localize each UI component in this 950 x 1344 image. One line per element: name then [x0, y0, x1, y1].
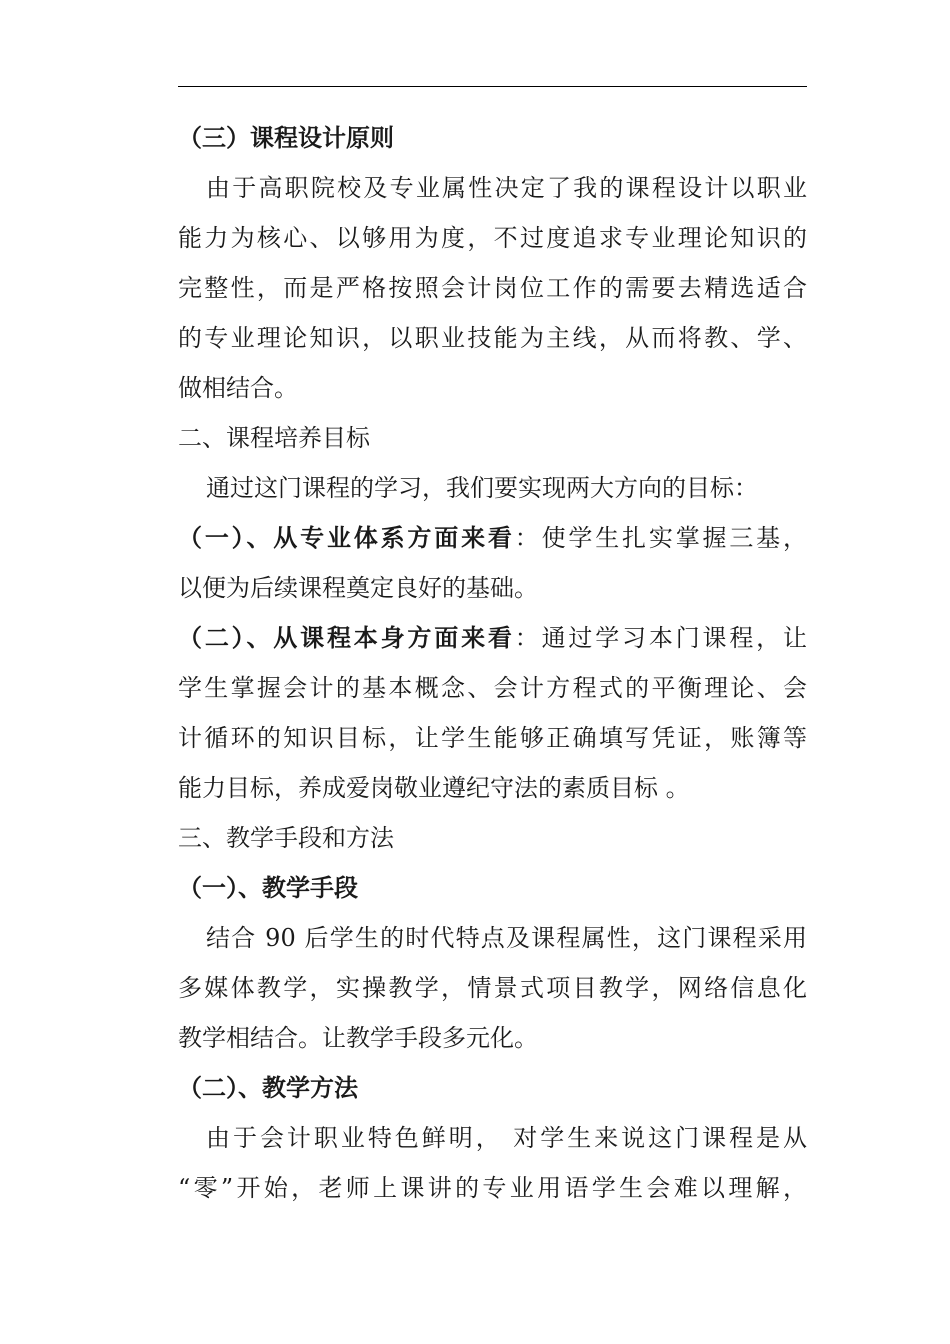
paragraph-teaching-method	[178, 1113, 807, 1213]
subheading-teaching-method: （二）、教学方法	[178, 1073, 358, 1102]
paragraph-line: 多媒体教学，实操教学，情景式项目教学，网络信息化	[178, 974, 807, 1002]
paragraph-course-design	[178, 163, 807, 413]
paragraph-line: 完整性，而是严格按照会计岗位工作的需要去精选适合	[178, 274, 807, 302]
section-heading-course-goals: 二、课程培养目标	[178, 424, 370, 452]
paragraph-line: 结合 90 后学生的时代特点及课程属性，这门课程采用	[206, 924, 807, 952]
paragraph-goals-intro: 通过这门课程的学习，我们要实现两大方向的目标：	[206, 474, 758, 502]
goal-item-1	[178, 513, 807, 563]
paragraph-line: “零”开始，老师上课讲的专业用语学生会难以理解，	[178, 1174, 807, 1202]
goal-item-2-label: （二）、从课程本身方面来看	[178, 623, 515, 652]
paragraph-line: 由于高职院校及专业属性决定了我的课程设计以职业	[206, 174, 807, 202]
section-heading-teaching-methods: 三、教学手段和方法	[178, 824, 394, 852]
paragraph-line: 以便为后续课程奠定良好的基础。	[178, 574, 538, 602]
goal-item-1-text: ：使学生扎实掌握三基，	[514, 524, 807, 552]
paragraph-line: 的专业理论知识，以职业技能为主线，从而将教、学、	[178, 324, 807, 352]
goal-item-1-label: （一）、从专业体系方面来看	[178, 523, 515, 552]
paragraph-line: 做相结合。	[178, 374, 298, 402]
document-body	[178, 113, 807, 1213]
paragraph-line: 能力目标，养成爱岗敬业遵纪守法的素质目标 。	[178, 774, 690, 802]
paragraph-line: 教学相结合。让教学手段多元化。	[178, 1024, 538, 1052]
goal-item-2-text: ：通过学习本门课程，让	[514, 624, 807, 652]
paragraph-line: 学生掌握会计的基本概念、会计方程式的平衡理论、会	[178, 674, 807, 702]
section-heading-course-design-principles: （三）课程设计原则	[178, 123, 394, 152]
header-rule	[178, 86, 807, 87]
paragraph-teaching-means	[178, 913, 807, 1063]
paragraph-line: 计循环的知识目标，让学生能够正确填写凭证，账簿等	[178, 724, 807, 752]
paragraph-line: 由于会计职业特色鲜明， 对学生来说这门课程是从	[206, 1124, 807, 1152]
goal-item-2	[178, 613, 807, 663]
paragraph-line: 能力为核心、以够用为度，不过度追求专业理论知识的	[178, 224, 807, 252]
subheading-teaching-means: （一）、教学手段	[178, 873, 358, 902]
